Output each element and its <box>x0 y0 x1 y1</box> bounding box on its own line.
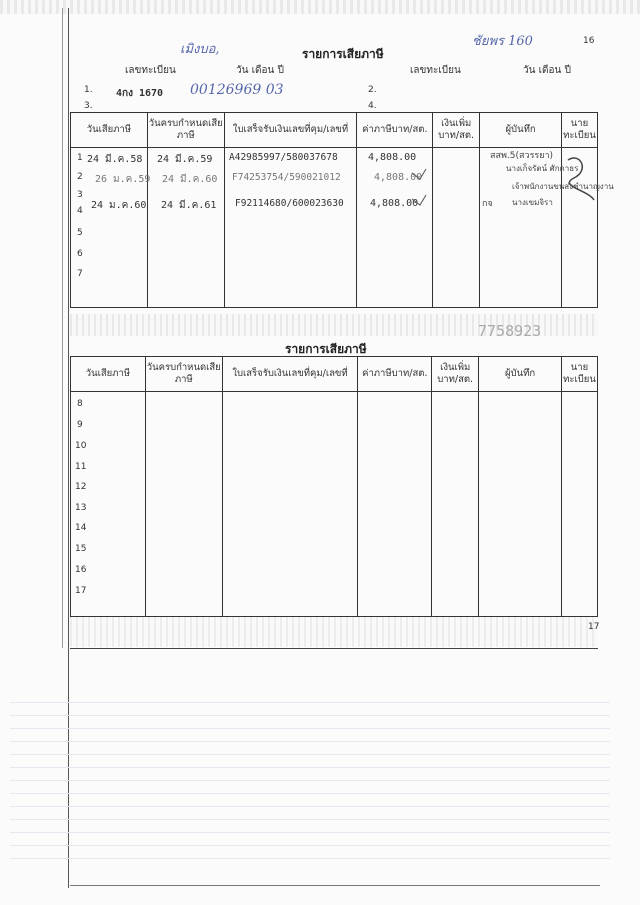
row-number: 8 <box>77 399 83 409</box>
stamp-line-2: นางเก็จรัตน์ ศักดาธร <box>506 164 579 173</box>
page-title: รายการเสียภาษี <box>302 47 384 61</box>
row-number: 11 <box>75 462 87 472</box>
reg-no-2: 2. <box>368 85 377 95</box>
page-number-bottom: 17 <box>588 622 600 632</box>
registration-label-2: เลขทะเบียน <box>410 65 461 76</box>
faint-ruled-lines <box>10 690 610 870</box>
row-receipt: F92114680/600023630 <box>235 198 344 209</box>
page-number-top: 16 <box>583 36 595 46</box>
row-amount: 4,808.00 <box>370 198 419 209</box>
reg-no-1: 1. <box>84 85 93 95</box>
page-bottom-edge <box>70 885 600 886</box>
stamp-line-4: นางเขมจิรา <box>512 198 553 207</box>
row-tax-date: 24 มี.ค.58 <box>87 154 143 165</box>
row-number: 1 <box>77 153 83 163</box>
row-due-date: 24 มี.ค.60 <box>162 174 218 185</box>
row-number: 10 <box>75 441 87 451</box>
col-surcharge: เงินเพิ่มบาท/สต. <box>433 113 480 148</box>
row-number: 16 <box>75 565 87 575</box>
row-number: 2 <box>77 172 83 182</box>
col-surcharge: เงินเพิ่มบาท/สต. <box>432 357 479 392</box>
col-registrar: นายทะเบียน <box>561 357 597 392</box>
col-due-date: วันครบกำหนดเสียภาษี <box>145 357 222 392</box>
tick-marks-icon <box>410 165 430 210</box>
row-amount: 4,808.00 <box>368 152 417 163</box>
row-number: 9 <box>77 420 83 430</box>
reg-no-4: 4. <box>368 101 377 111</box>
bottom-rule <box>70 648 598 649</box>
date-label-1: วัน เดือน ปี <box>236 65 284 76</box>
row-number: 5 <box>77 228 83 238</box>
stamp-line-5: กจ <box>482 199 493 209</box>
row-number: 4 <box>77 206 83 216</box>
row-receipt: F74253754/590021012 <box>232 172 341 183</box>
row-number: 6 <box>77 249 83 259</box>
bottom-scan-band <box>70 617 598 647</box>
scan-top-edge <box>0 0 640 14</box>
registration-label-1: เลขทะเบียน <box>125 65 176 76</box>
row-number: 3 <box>77 190 83 200</box>
row-number: 7 <box>77 269 83 279</box>
row-number: 12 <box>75 482 87 492</box>
row-due-date: 24 มี.ค.61 <box>161 200 217 211</box>
row-due-date: 24 มี.ค.59 <box>157 154 213 165</box>
col-tax-date: วันเสียภาษี <box>71 357 146 392</box>
page-border-line-inner <box>62 8 63 648</box>
faint-bleed-number: 7758923 <box>478 322 542 340</box>
stamp-line-3: เจ้าพนักงานขนส่งชำนาญงาน <box>512 182 614 191</box>
row-number: 13 <box>75 503 87 513</box>
row-amount: 4,808.00 <box>374 172 423 183</box>
tax-table-2 <box>70 356 598 617</box>
col-tax-amount: ค่าภาษีบาท/สต. <box>357 113 433 148</box>
col-tax-date: วันเสียภาษี <box>71 113 148 148</box>
reg-handwritten-1: 00126969 03 <box>190 82 284 98</box>
col-receipt: ใบเสร็จรับเงินเลขที่คุม/เลขที่ <box>224 113 357 148</box>
col-receipt: ใบเสร็จรับเงินเลขที่คุม/เลขที่ <box>222 357 358 392</box>
section-title-2: รายการเสียภาษี <box>285 342 367 356</box>
handwritten-note-right: ชัยพร 160 <box>472 34 533 49</box>
date-label-2: วัน เดือน ปี <box>523 65 571 76</box>
tax-table-1 <box>70 112 598 308</box>
row-number: 15 <box>75 544 87 554</box>
row-receipt: A42985997/580037678 <box>229 152 338 163</box>
row-number: 14 <box>75 523 87 533</box>
col-due-date: วันครบกำหนดเสียภาษี <box>147 113 224 148</box>
signature-mark-icon <box>560 150 600 210</box>
reg-no-3: 3. <box>84 101 93 111</box>
col-tax-amount: ค่าภาษีบาท/สต. <box>358 357 432 392</box>
col-recorder: ผู้บันทึก <box>479 357 562 392</box>
handwritten-note-left: เมิงบอ, <box>180 42 220 57</box>
reg-plate-1: 4กง 1670 <box>116 88 164 99</box>
row-number: 17 <box>75 586 87 596</box>
row-tax-date: 26 ม.ค.59 <box>95 174 151 185</box>
col-registrar: นายทะเบียน <box>561 113 597 148</box>
col-recorder: ผู้บันทึก <box>480 113 562 148</box>
row-tax-date: 24 ม.ค.60 <box>91 200 147 211</box>
stamp-line-1: สสพ.5(สวรรยา) <box>490 151 554 161</box>
